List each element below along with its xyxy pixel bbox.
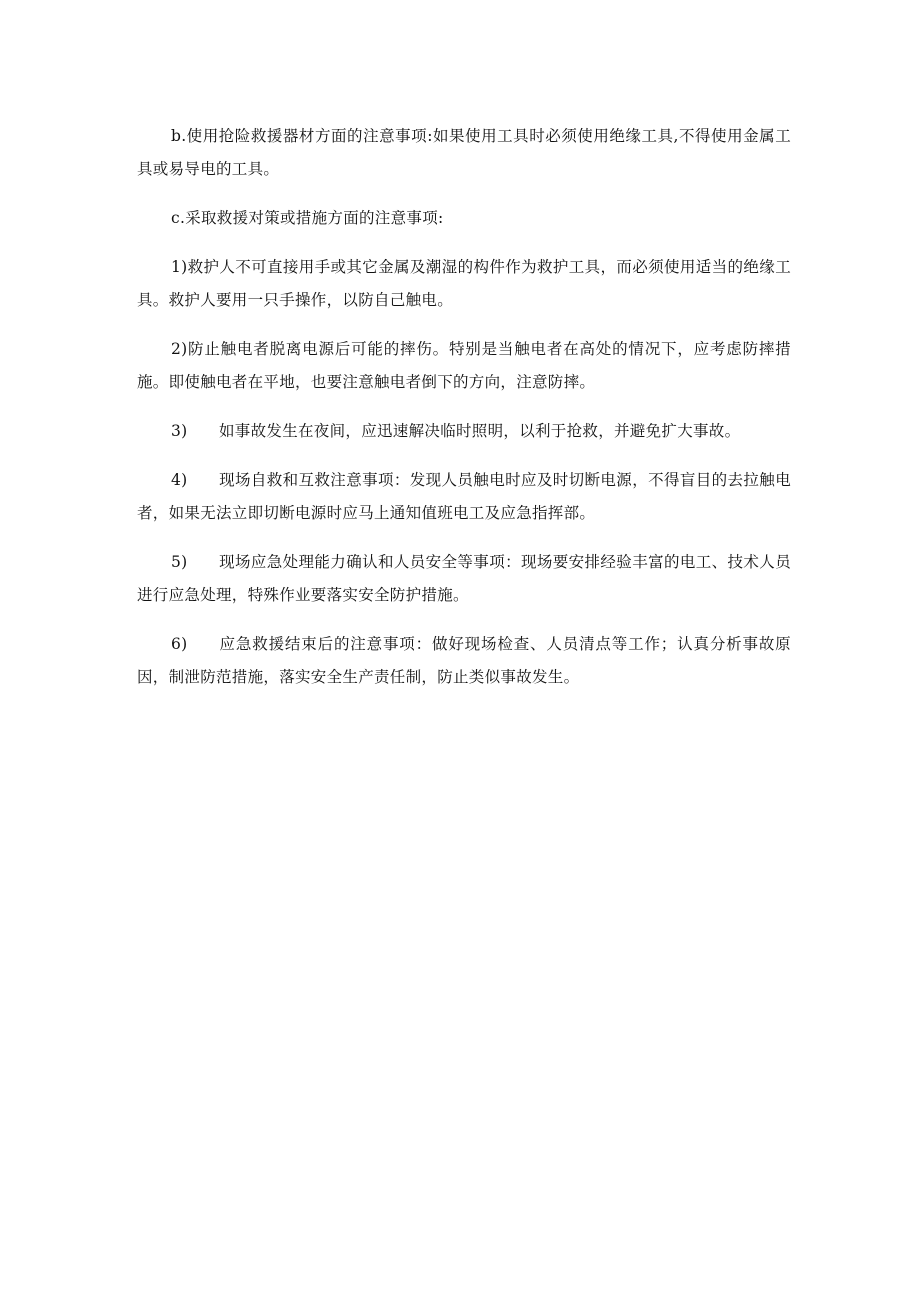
- paragraph-text: 如事故发生在夜间，应迅速解决临时照明，以利于抢救，并避免扩大事故。: [219, 422, 741, 440]
- paragraph-c2: [137, 333, 791, 399]
- paragraph-text: 现场自救和互救注意事项：发现人员触电时应及时切断电源，不得盲目的去拉触电者，如果无法立即切断电源时应马上通知值班电工及应急指挥部。: [137, 471, 791, 522]
- paragraph-text: 应急救援结束后的注意事项：做好现场检查、人员清点等工作；认真分析事故原因，制泄防范措施，落实安全生产责任制，防止类似事故发生。: [137, 635, 791, 686]
- paragraph-c5: [137, 546, 791, 612]
- paragraph-text: 现场应急处理能力确认和人员安全等事项：现场要安排经验丰富的电工、技术人员进行应急处理，特殊作业要落实安全防护措施。: [137, 553, 791, 604]
- list-number: 6): [171, 635, 188, 653]
- paragraph-c6: [137, 628, 791, 694]
- paragraph-c4: [137, 464, 791, 530]
- paragraph-text: 2)防止触电者脱离电源后可能的摔伤。特别是当触电者在高处的情况下，应考虑防摔措施。即使触电者在平地，也要注意触电者倒下的方向，注意防摔。: [137, 340, 791, 391]
- paragraph-c: [137, 202, 791, 235]
- list-number: 4): [171, 471, 188, 489]
- paragraph-text: c.采取救援对策或措施方面的注意事项:: [171, 209, 444, 227]
- list-number: 3): [171, 422, 188, 440]
- paragraph-c1: [137, 251, 791, 317]
- paragraph-b: [137, 120, 791, 186]
- paragraph-text: b.使用抢险救援器材方面的注意事项:如果使用工具时必须使用绝缘工具,不得使用金属工具或易导电的工具。: [137, 127, 791, 178]
- document-body: [137, 120, 791, 710]
- list-number: 5): [171, 553, 188, 571]
- paragraph-text: 1)救护人不可直接用手或其它金属及潮湿的构件作为救护工具，而必须使用适当的绝缘工具。救护人要用一只手操作，以防自己触电。: [137, 258, 791, 309]
- paragraph-c3: [137, 415, 791, 448]
